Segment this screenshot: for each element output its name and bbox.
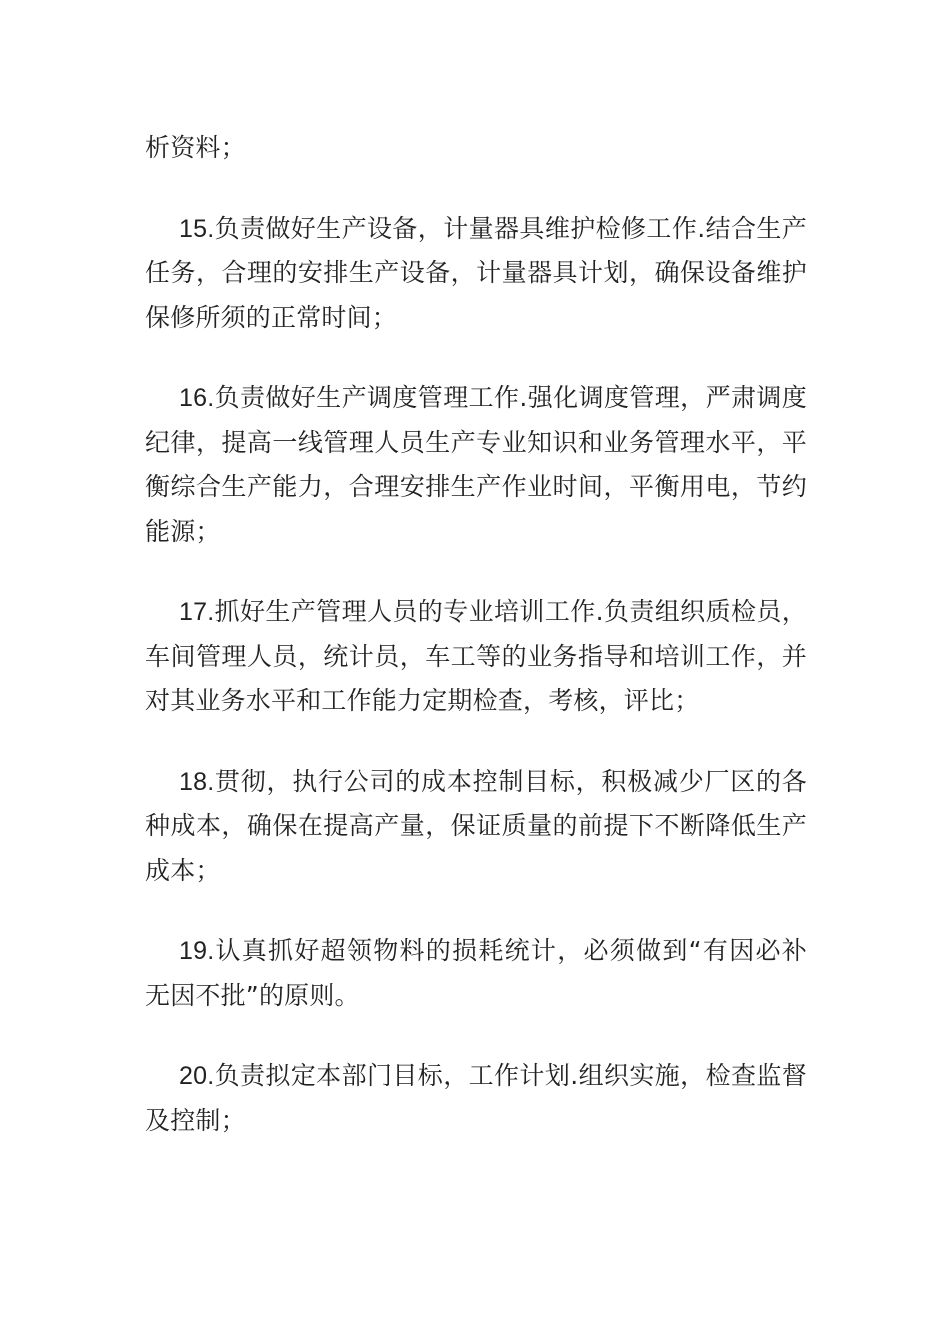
paragraph-text: 贯彻，执行公司的成本控制目标，积极减少厂区的各种成本，确保在提高产量，保证质量的前提下不断降低生产成本； (145, 766, 807, 885)
paragraph-number: 20. (179, 1062, 215, 1090)
paragraph-item-18 (145, 760, 807, 894)
paragraph-continuation (145, 126, 807, 171)
paragraph-text: 析资料； (145, 133, 246, 162)
paragraph-number: 15. (179, 214, 215, 243)
paragraph-item-17 (145, 590, 807, 724)
paragraph-number: 19. (179, 937, 215, 965)
paragraph-number: 16. (179, 384, 215, 412)
paragraph-item-16 (145, 376, 807, 554)
paragraph-item-19 (145, 929, 807, 1018)
paragraph-number: 17. (179, 598, 215, 626)
paragraph-text: 负责拟定本部门目标，工作计划.组织实施，检查监督及控制； (145, 1061, 807, 1135)
paragraph-text: 认真抓好超领物料的损耗统计，必须做到“有因必补无因不批”的原则。 (145, 936, 807, 1010)
document-body (145, 126, 807, 1179)
paragraph-item-15 (145, 207, 807, 341)
paragraph-text: 负责做好生产调度管理工作.强化调度管理，严肃调度纪律，提高一线管理人员生产专业知识和业务管理水平，平衡综合生产能力，合理安排生产作业时间，平衡用电，节约能源； (145, 383, 807, 546)
paragraph-number: 18. (179, 767, 215, 796)
paragraph-item-20 (145, 1054, 807, 1143)
paragraph-text: 抓好生产管理人员的专业培训工作.负责组织质检员，车间管理人员，统计员，车工等的业务指导和培训工作，并对其业务水平和工作能力定期检查，考核，评比； (145, 597, 807, 715)
paragraph-text: 负责做好生产设备，计量器具维护检修工作.结合生产任务，合理的安排生产设备，计量器具计划，确保设备维护保修所须的正常时间； (145, 213, 807, 332)
